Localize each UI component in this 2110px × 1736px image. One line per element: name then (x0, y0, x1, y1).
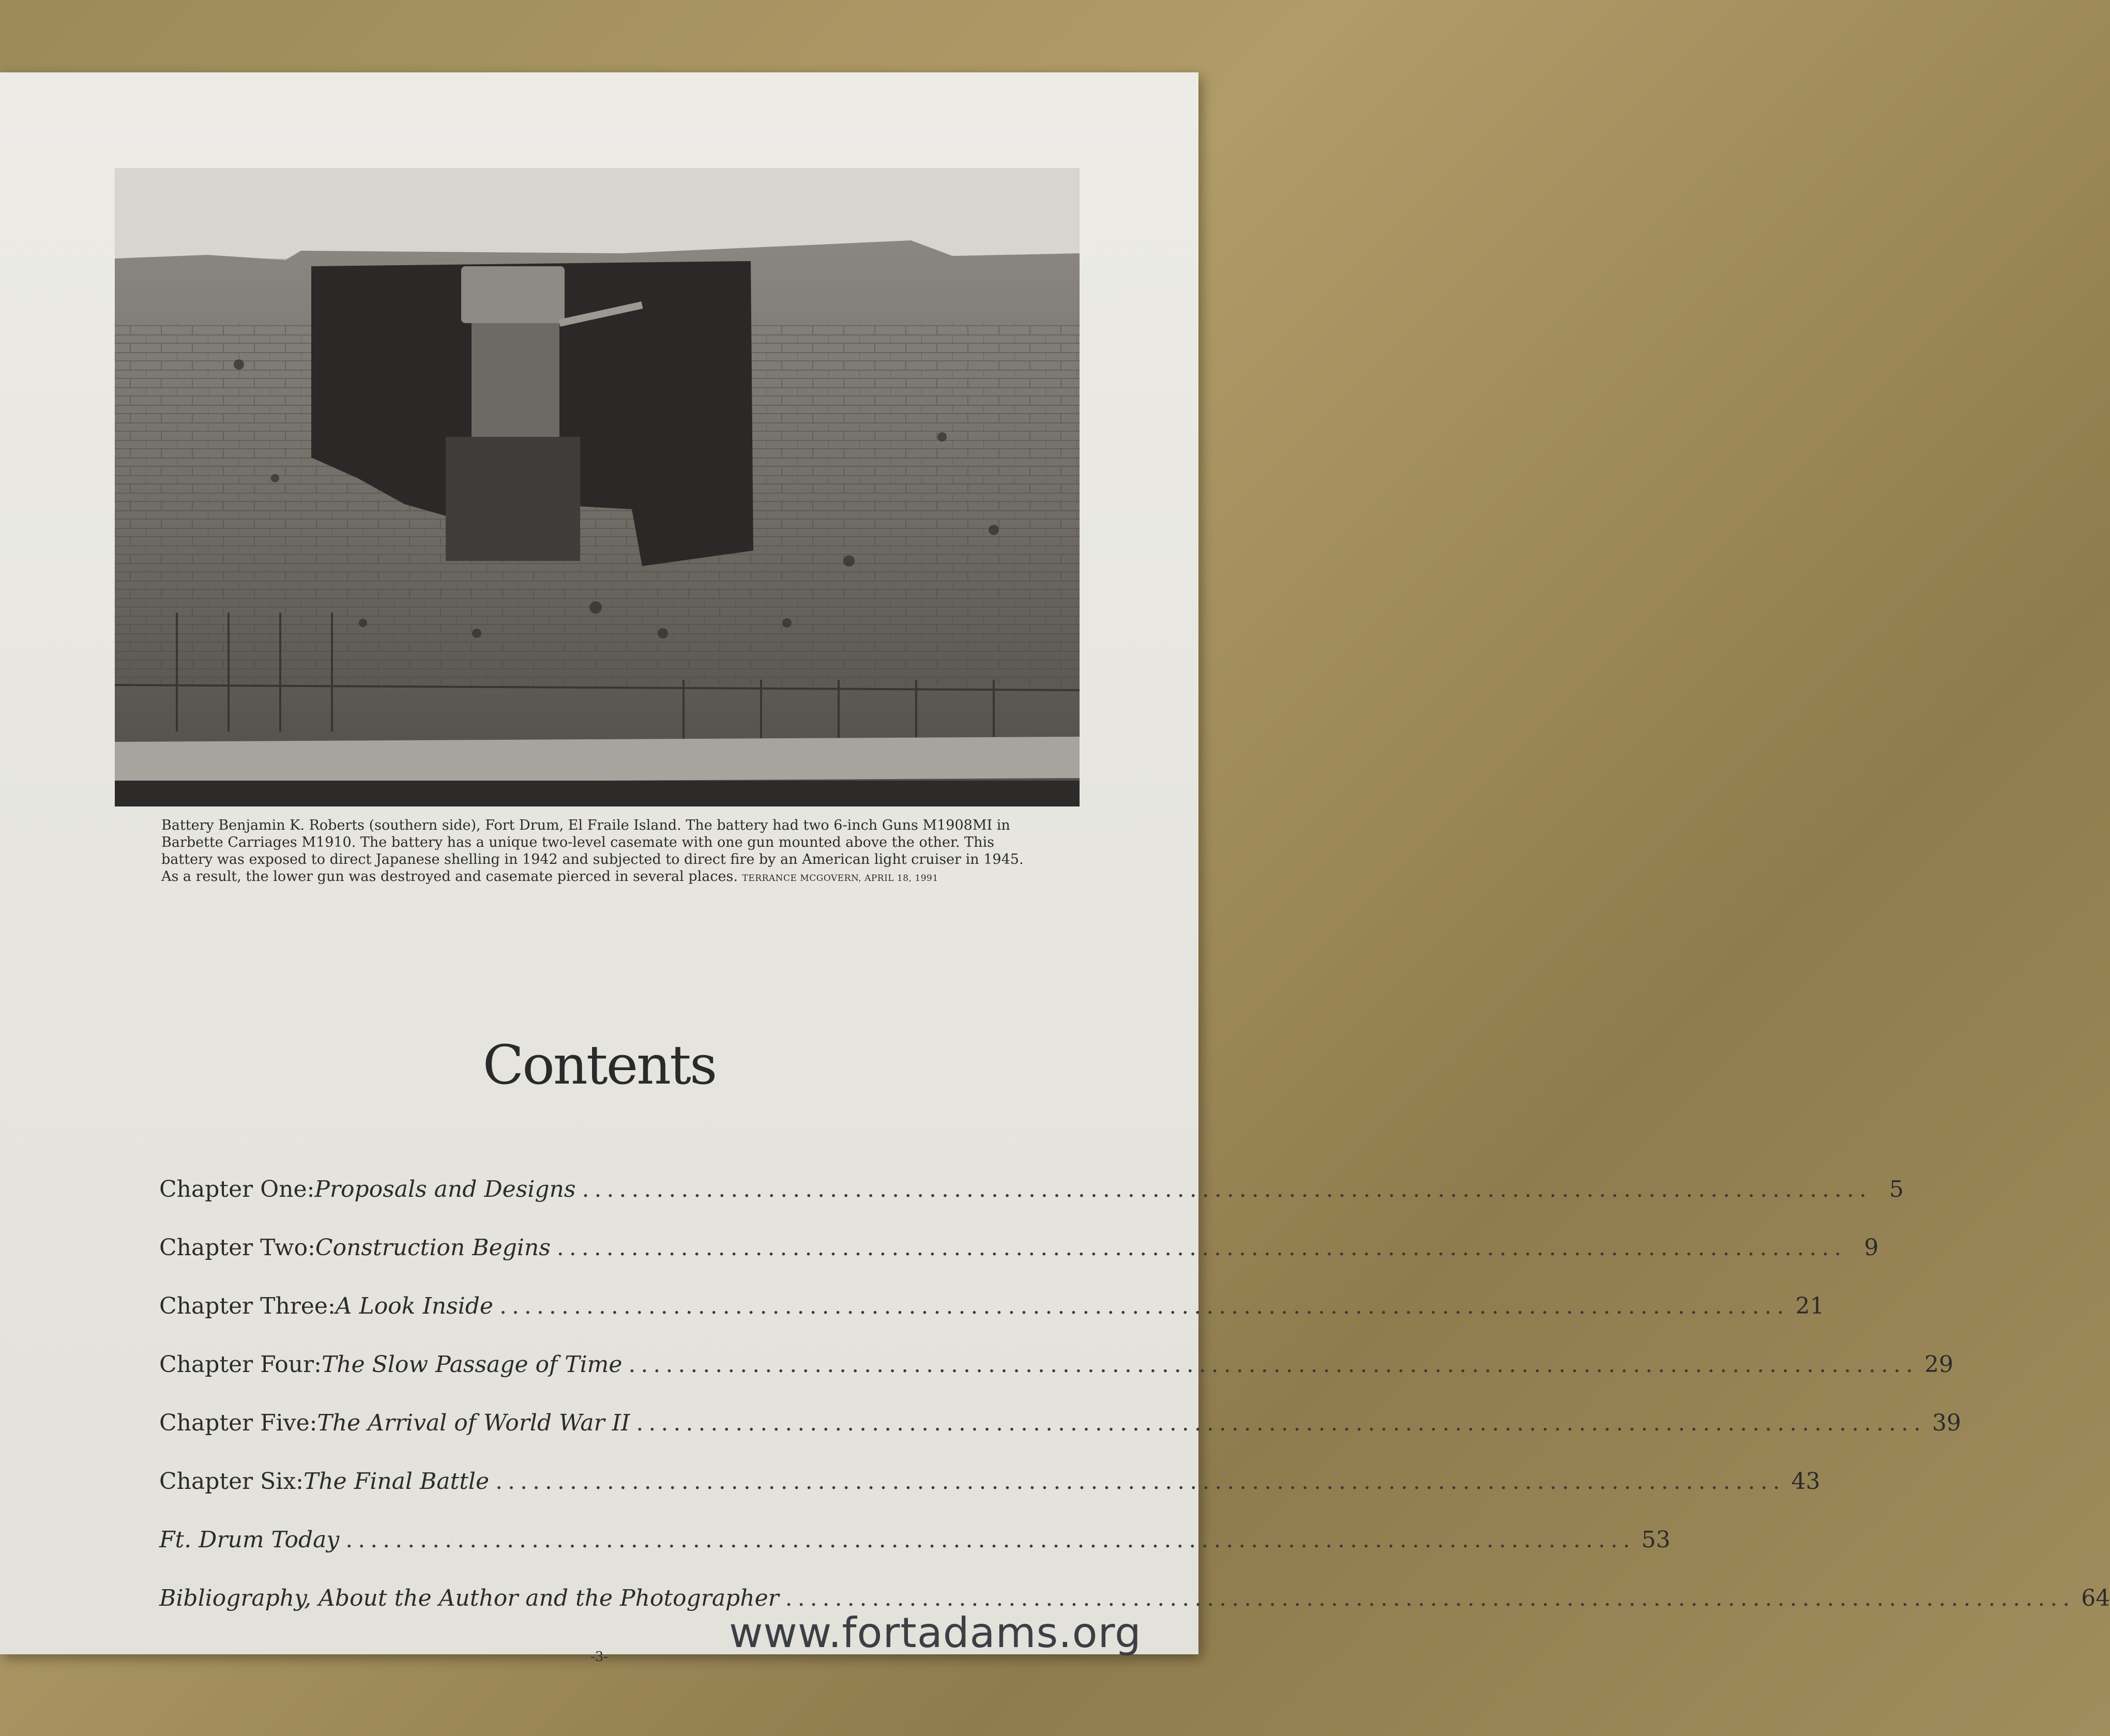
dot-leader: ........................................................................................................ (495, 1468, 1785, 1495)
toc-entry-title: Ft. Drum Today (159, 1527, 340, 1553)
toc-entry (159, 1235, 1879, 1293)
photo-credit: TERRANCE MCGOVERN, APRIL 18, 1991 (742, 873, 938, 884)
table-of-contents (159, 1176, 2110, 1643)
dot-leader: ........................................................................................................ (628, 1351, 1918, 1378)
toc-entry-title: Construction Begins (315, 1235, 551, 1261)
photo-caption (161, 817, 1030, 887)
toc-entry-title: A Look Inside (335, 1293, 493, 1319)
battery-photograph (115, 168, 1080, 806)
dot-leader: ........................................................................................................ (785, 1585, 2075, 1611)
toc-entry-label: Chapter Three: (159, 1293, 336, 1319)
toc-entry-title: The Slow Passage of Time (321, 1351, 623, 1378)
toc-entry (159, 1293, 1825, 1351)
toc-entry-title: Proposals and Designs (314, 1176, 576, 1202)
toc-entry-page: 9 (1864, 1235, 1879, 1261)
toc-entry-page: 5 (1889, 1176, 1904, 1202)
toc-entry-page: 39 (1932, 1410, 1961, 1436)
page-number: -3- (590, 1649, 609, 1665)
toc-entry (159, 1176, 1904, 1235)
toc-entry (159, 1468, 1820, 1527)
dot-leader: ........................................................................................................ (636, 1410, 1926, 1436)
toc-entry-label: Chapter Five: (159, 1410, 317, 1436)
toc-entry-page: 21 (1795, 1293, 1825, 1319)
dot-leader: ........................................................................................................ (556, 1235, 1847, 1261)
toc-entry-label: Chapter Six: (159, 1468, 303, 1495)
toc-entry-label: Chapter One: (159, 1176, 315, 1202)
book-page (0, 72, 2110, 1665)
toc-entry-page: 43 (1791, 1468, 1820, 1495)
toc-entry-page: 64 (2081, 1585, 2110, 1611)
dot-leader: ........................................................................................................ (499, 1293, 1789, 1319)
toc-entry (159, 1527, 1671, 1585)
toc-entry (159, 1351, 1953, 1410)
toc-entry-page: 29 (1924, 1351, 1953, 1378)
caption-text: Battery Benjamin K. Roberts (southern side), Fort Drum, El Fraile Island. The battery had two 6-inch Guns M1908MI in Barbette Carriages M1910. The battery has a unique two-level casemate with one gun mounted above the other. This battery was exposed to direct Japanese shelling in 1942 and subjected to direct fire by an American light cruiser in 1945. As a result, the lower gun was destroyed and casemate pierced in several places. (161, 817, 1024, 885)
toc-entry (159, 1410, 1961, 1468)
toc-entry-title: The Final Battle (303, 1468, 489, 1495)
toc-entry-title: The Arrival of World War II (317, 1410, 630, 1436)
toc-entry-page: 53 (1641, 1527, 1671, 1553)
dot-leader: ........................................................................................................ (582, 1176, 1872, 1202)
dot-leader: ........................................................................................................ (345, 1527, 1635, 1553)
toc-entry-label: Chapter Two: (159, 1235, 315, 1261)
toc-entry-label: Chapter Four: (159, 1351, 322, 1378)
toc-entry-title: Bibliography, About the Author and the Photographer (159, 1585, 779, 1611)
website-watermark: www.fortadams.org (729, 1609, 1142, 1657)
contents-heading: Contents (482, 1033, 716, 1097)
